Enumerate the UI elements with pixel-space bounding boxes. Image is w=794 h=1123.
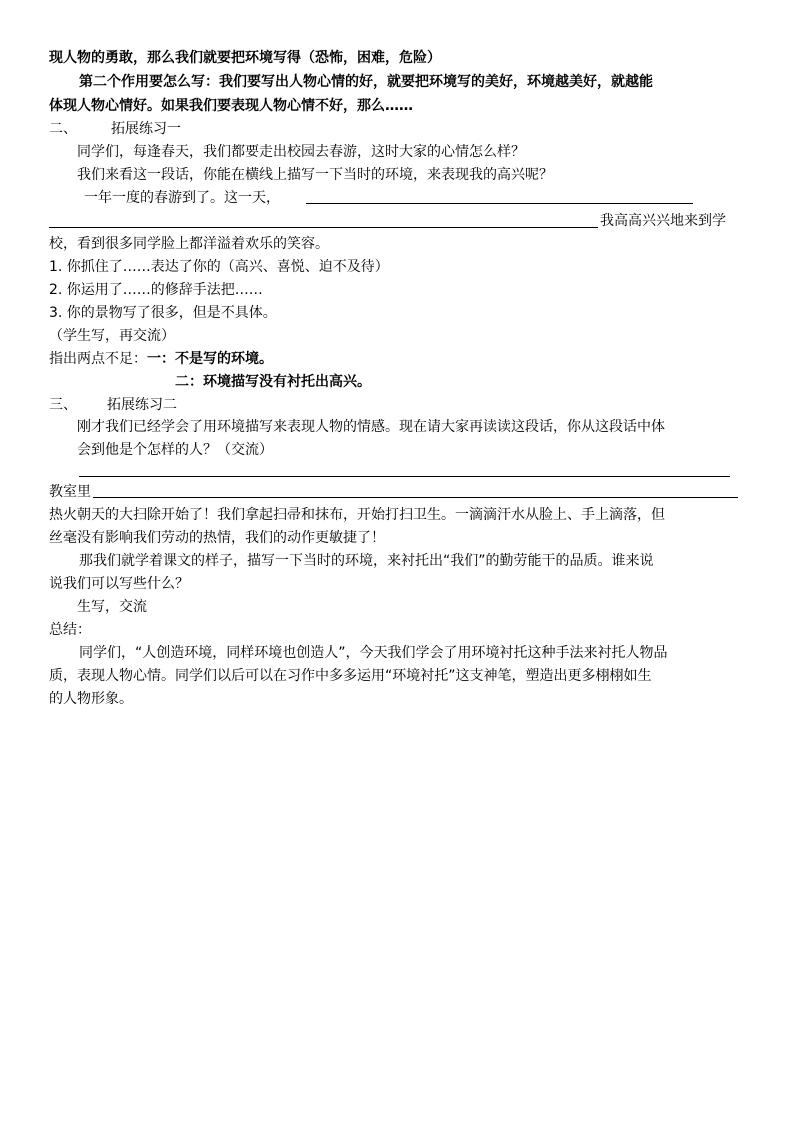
paragraph-line: 同学们，“人创造环境，同样环境也创造人”，今天我们学会了用环境衬托这种手法来衬托人物品 <box>79 645 668 661</box>
section-number: 三、 <box>49 397 77 413</box>
section-title: 拓展练习二 <box>107 397 177 413</box>
fill-in-blank[interactable] <box>49 227 598 228</box>
list-item: 1. 你抓住了……表达了你的（高兴、喜悦、迫不及待） <box>49 259 389 275</box>
paragraph-line: 说我们可以写些什么？ <box>49 576 189 592</box>
paragraph-line: 热火朝天的大扫除开始了！我们拿起扫帚和抹布，开始打扫卫生。一滴滴汗水从脸上、手上滴落，但 <box>49 507 665 523</box>
paragraph-line: 同学们，每逢春天，我们都要走出校园去春游，这时大家的心情怎么样？ <box>77 144 525 160</box>
list-item: 2. 你运用了……的修辞手法把…… <box>49 282 263 298</box>
paragraph-line: 现人物的勇敢，那么我们就要把环境写得（恐怖，困难，危险） <box>49 50 441 66</box>
section-heading-3 <box>49 395 177 415</box>
point-one: 一：不是写的环境。 <box>147 351 273 367</box>
paragraph-line: 生写，交流 <box>77 599 147 615</box>
paragraph-line: 第二个作用要怎么写：我们要写出人物心情的好，就要把环境写的美好，环境越美好，就越能 <box>79 74 653 90</box>
fill-in-blank[interactable] <box>79 476 730 477</box>
paragraph-line: 我高高兴兴地来到学 <box>600 213 726 229</box>
section-number: 二、 <box>49 121 77 137</box>
note: （学生写，再交流） <box>49 328 175 344</box>
paragraph-line: 一年一度的春游到了。这一天， <box>84 190 280 206</box>
paragraph-line: 会到他是个怎样的人？（交流） <box>77 442 273 458</box>
fill-in-blank[interactable] <box>93 497 738 498</box>
fill-in-blank[interactable] <box>306 203 693 204</box>
summary-label: 总结： <box>49 622 91 638</box>
paragraph-line: 丝毫没有影响我们劳动的热情，我们的动作更敏捷了！ <box>49 530 385 546</box>
paragraph-line: 教室里 <box>49 484 91 500</box>
point-two: 二：环境描写没有衬托出高兴。 <box>175 374 371 390</box>
paragraph-line: 校，看到很多同学脸上都洋溢着欢乐的笑容。 <box>49 236 329 252</box>
paragraph-line: 刚才我们已经学会了用环境描写来表现人物的情感。现在请大家再读读这段话，你从这段话中体 <box>77 419 665 435</box>
paragraph-line: 质，表现人物心情。同学们以后可以在习作中多多运用“环境衬托”这支神笔，塑造出更多栩栩如生 <box>49 668 652 684</box>
paragraph-line: 我们来看这一段话，你能在横线上描写一下当时的环境，来表现我的高兴呢？ <box>77 167 553 183</box>
point-prefix: 指出两点不足： <box>49 351 147 367</box>
list-item: 3. 你的景物写了很多，但是不具体。 <box>49 305 277 321</box>
paragraph-line: 的人物形象。 <box>49 691 133 707</box>
section-heading-2 <box>49 119 181 139</box>
section-title: 拓展练习一 <box>111 121 181 137</box>
summary-points <box>49 349 273 369</box>
paragraph-line: 那我们就学着课文的样子，描写一下当时的环境，来衬托出“我们”的勤劳能干的品质。谁来说 <box>79 553 654 569</box>
paragraph-line: 体现人物心情好。如果我们要表现人物心情不好，那么…… <box>49 98 413 114</box>
